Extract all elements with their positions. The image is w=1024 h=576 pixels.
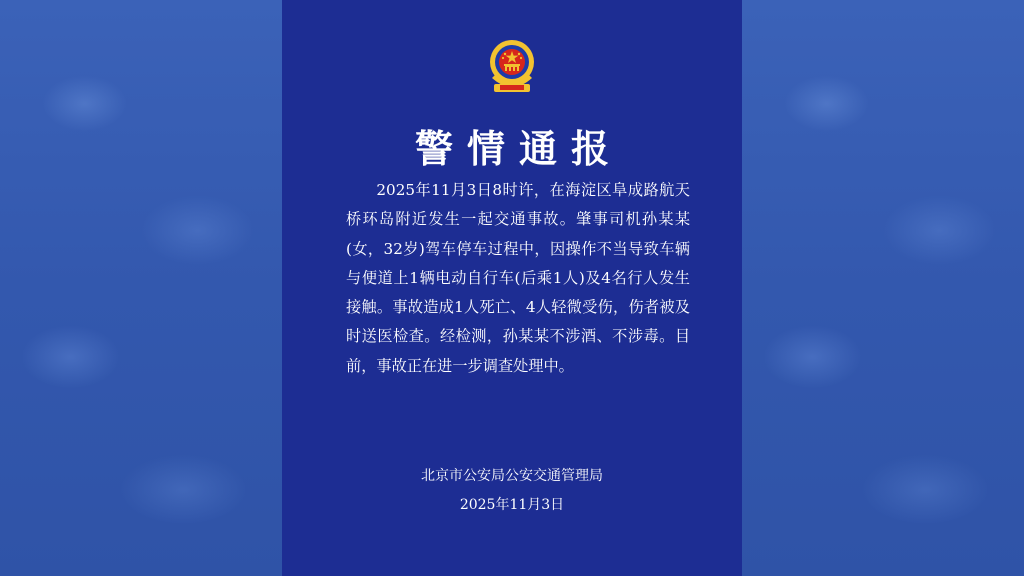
issuing-authority: 北京市公安局公安交通管理局 xyxy=(421,468,603,484)
notice-body: 2025年11月3日8时许，在海淀区阜成路航天桥环岛附近发生一起交通事故。肇事司机孙某某(女，32岁)驾车停车过程中，因操作不当导致车辆与便道上1辆电动自行车(后乘1人)及4名行人发生接触。事故造成1人死亡、4人轻微受伤，伤者被及时送医检查。经检测，孙某某不涉酒、不涉毒。目前，事故正在进一步调查处理中。 xyxy=(346,181,690,375)
issue-date: 2025年11月3日 xyxy=(459,497,565,513)
blurred-backdrop-right xyxy=(742,0,1024,576)
blurred-backdrop-left xyxy=(0,0,282,576)
police-emblem-icon xyxy=(480,34,544,98)
notice-title: 警情通报 xyxy=(414,126,623,171)
